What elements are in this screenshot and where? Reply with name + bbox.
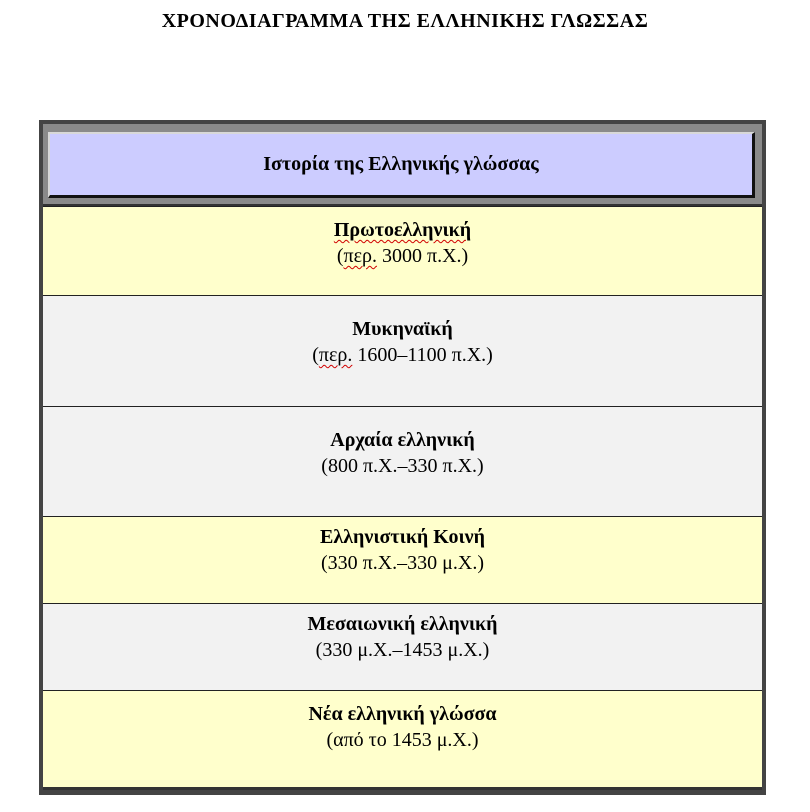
language-history-table: [39, 120, 766, 795]
era-dates: [43, 243, 762, 269]
era-name: [43, 217, 762, 243]
era-name: Μυκηναϊκή: [352, 318, 453, 340]
table-header-frame: [43, 124, 762, 206]
table-header-cell: Ιστορία της Ελληνικής γλώσσας: [48, 132, 755, 198]
era-name: Νέα ελληνική γλώσσα: [308, 703, 497, 725]
timeline-row-modern-greek: [43, 690, 762, 787]
era-name: Αρχαία ελληνική: [330, 429, 475, 451]
era-dates-open: (: [336, 245, 344, 267]
era-dates: (330 μ.Χ.–1453 μ.Χ.): [315, 639, 490, 661]
era-dates: (από το 1453 μ.Χ.): [326, 729, 479, 751]
timeline-row-medieval-greek: [43, 603, 762, 690]
timeline-row-proto-greek: [43, 206, 762, 295]
era-name-text: Πρωτοελληνική: [333, 219, 472, 241]
era-dates: (800 π.Χ.–330 π.Χ.): [321, 455, 484, 477]
era-name: Μεσαιωνική ελληνική: [307, 613, 498, 635]
timeline-row-mycenaean: [43, 295, 762, 406]
era-dates-open: (: [312, 344, 319, 366]
timeline-row-koine: [43, 516, 762, 603]
era-dates-prefix: περ.: [318, 344, 353, 366]
table-bottom-rule: [43, 787, 762, 790]
era-name: Ελληνιστική Κοινή: [320, 526, 485, 548]
era-dates-rest: 3000 π.Χ.): [376, 245, 469, 267]
era-dates-rest: 1600–1100 π.Χ.): [352, 344, 493, 366]
era-dates: [43, 342, 762, 368]
timeline-row-ancient-greek: [43, 406, 762, 516]
era-dates: (330 π.Χ.–330 μ.Χ.): [320, 552, 485, 574]
document-title: ΧΡΟΝΟΔΙΑΓΡΑΜΜΑ ΤΗΣ ΕΛΛΗΝΙΚΗΣ ΓΛΩΣΣΑΣ: [161, 10, 649, 32]
era-dates-prefix: περ.: [343, 245, 377, 267]
